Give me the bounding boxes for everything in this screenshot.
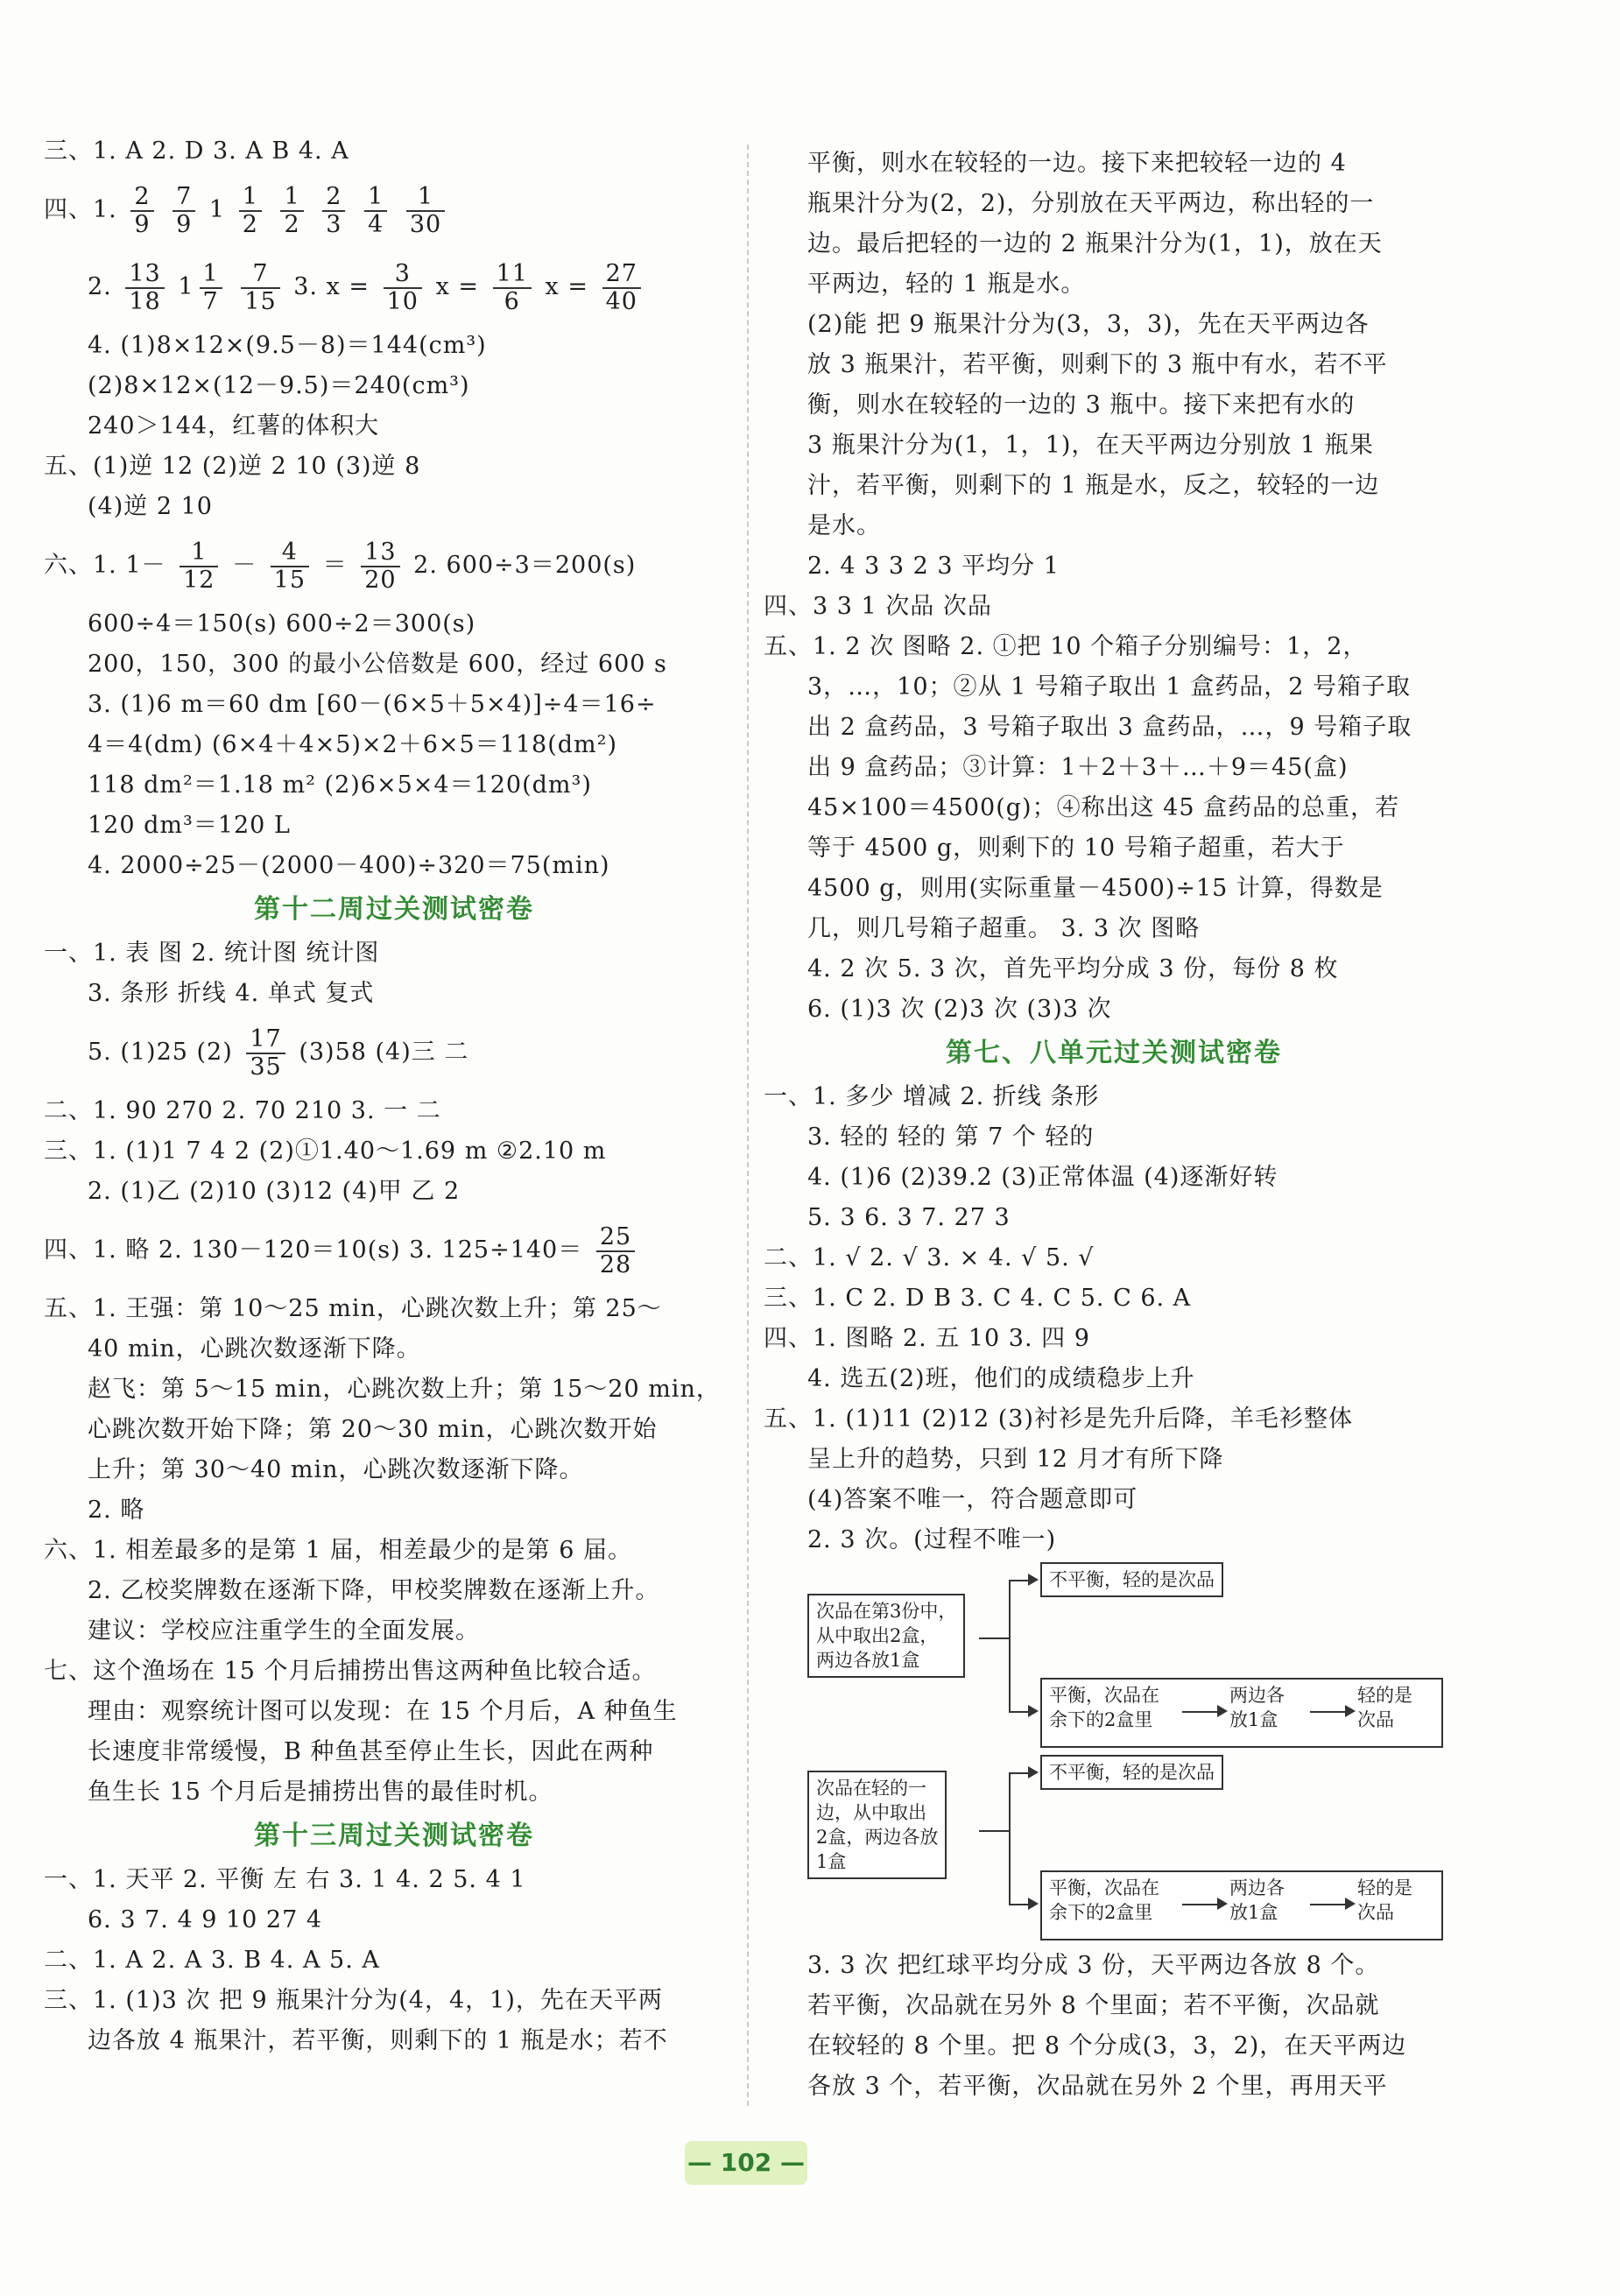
answer-line: 汁，若平衡，则剩下的 1 瓶是水，反之，较轻的一边 [807, 472, 1380, 499]
arrow-icon [1028, 1574, 1039, 1586]
arrow-icon [1217, 1898, 1228, 1910]
answer-line: 二、1. A 2. A 3. B 4. A 5. A [44, 1947, 380, 1974]
answer-line: 2. 略 [88, 1497, 145, 1524]
answer-line: 40 min，心跳次数逐渐下降。 [88, 1335, 421, 1363]
answer-line: 6. (1)3 次 (2)3 次 (3)3 次 [807, 996, 1112, 1023]
fraction: $\frac{1}{2}$ [280, 184, 303, 238]
answer-line: 平两边，轻的 1 瓶是水。 [807, 271, 1086, 298]
answer-line: (2)能 把 9 瓶果汁分为(3，3，3)，先在天平两边各 [807, 311, 1370, 338]
column-divider [747, 144, 749, 2106]
arrow-icon [1028, 1766, 1039, 1778]
answer-line: 长速度非常缓慢，B 种鱼甚至停止生长，因此在两种 [88, 1738, 654, 1765]
answer-line: (2)8×12×(12－9.5)＝240(cm³) [88, 372, 470, 399]
answer-line: 四、3 3 1 次品 次品 [764, 593, 992, 620]
answer-line: 200，150，300 的最小公倍数是 600，经过 600 s [88, 651, 667, 678]
connector [1009, 1580, 1030, 1581]
fraction-line: 六、1. 1－ $\frac{1}{12}$ － $\frac{4}{15}$ ＝ $\frac{13}{20}$ 2. 600÷3＝200(s) [44, 538, 637, 594]
answer-line: 三、1. (1)3 次 把 9 瓶果汁分为(4，4，1)，先在天平两 [44, 1987, 663, 2014]
fraction: $\frac{13}{20}$ [361, 539, 399, 594]
answer-line: 4. (1)8×12×(9.5－8)＝144(cm³) [88, 332, 487, 359]
answer-line: 心跳次数开始下降；第 20～30 min，心跳次数开始 [88, 1416, 658, 1443]
flow-start-box: 次品在第3份中， 从中取出2盒， 两边各放1盒 [807, 1594, 965, 1678]
fraction: $\frac{7}{15}$ [241, 261, 279, 315]
answer-line: 平衡，则水在较轻的一边。接下来把较轻一边的 4 [807, 150, 1347, 177]
connector [1009, 1580, 1011, 1711]
fraction: $\frac{1}{30}$ [406, 184, 445, 238]
connector [1310, 1904, 1349, 1905]
arrow-icon [1345, 1705, 1356, 1717]
flow-start-box: 次品在轻的一 边，从中取出 2盒，两边各放 1盒 [807, 1771, 947, 1879]
answer-line: 2. (1)乙 (2)10 (3)12 (4)甲 乙 2 [88, 1178, 461, 1205]
arrow-icon [1345, 1898, 1356, 1910]
answer-line: 各放 3 个，若平衡，次品就在另外 2 个里，再用天平 [807, 2073, 1388, 2100]
answer-line: 45×100＝4500(g)；④称出这 45 盒药品的总重，若 [807, 794, 1400, 821]
answer-line: 六、1. 相差最多的是第 1 届，相差最少的是第 6 届。 [44, 1537, 633, 1564]
answer-line: 理由：观察统计图可以发现：在 15 个月后，A 种鱼生 [88, 1698, 678, 1725]
flow-mid-box: 平衡，次品在 余下的2盒里 两边各 放1盒 轻的是 次品 [1040, 1870, 1443, 1940]
answer-line: 七、这个渔场在 15 个月后捕捞出售这两种鱼比较合适。 [44, 1658, 657, 1685]
answer-line: 4500 g，则用(实际重量－4500)÷15 计算，得数是 [807, 875, 1384, 902]
answer-line: 二、1. √ 2. √ 3. × 4. √ 5. √ [764, 1244, 1095, 1271]
answer-line: 五、1. 2 次 图略 2. ①把 10 个箱子分别编号：1，2， [764, 633, 1368, 660]
connector [1009, 1711, 1030, 1713]
fraction: $\frac{1}{4}$ [364, 184, 387, 238]
fraction-line: 四、1. 略 2. 130－120＝10(s) 3. 125÷140＝ $\frac{25}{28}$ [44, 1212, 744, 1289]
answer-line: 放 3 瓶果汁，若平衡，则剩下的 3 瓶中有水，若不平 [807, 351, 1388, 378]
answer-line: 出 2 盒药品，3 号箱子取出 3 盒药品，…，9 号箱子取 [807, 714, 1412, 741]
answer-line: 3，…，10；②从 1 号箱子取出 1 盒药品，2 号箱子取 [807, 673, 1411, 701]
section-title: 第七、八单元过关测试密卷 [946, 1038, 1282, 1068]
answer-line: 240＞144，红薯的体积大 [88, 412, 380, 440]
fraction: $\frac{2}{3}$ [322, 184, 345, 238]
flowchart-1 [764, 1560, 1464, 1753]
answer-line: 衡，则水在较轻的一边的 3 瓶中。接下来把有水的 [807, 391, 1356, 419]
flowchart-2 [764, 1753, 1464, 1946]
answer-line: 五、1. 王强：第 10～25 min，心跳次数上升；第 25～ [44, 1295, 662, 1322]
right-column [764, 144, 1464, 2107]
answer-line: 600÷4＝150(s) 600÷2＝300(s) [88, 610, 476, 637]
answer-line: 呈上升的趋势，只到 12 月才有所下降 [807, 1446, 1224, 1473]
answer-line: 边。最后把轻的一边的 2 瓶果汁分为(1，1)，放在天 [807, 230, 1383, 257]
connector [979, 1637, 1009, 1639]
answer-line: 2. 4 3 3 2 3 平均分 1 [807, 553, 1060, 580]
answer-line: 120 dm³＝120 L [88, 812, 291, 839]
connector [1009, 1904, 1030, 1905]
fraction: $\frac{27}{40}$ [602, 261, 641, 315]
fraction-line: 5. (1)25 (2) $\frac{17}{35}$ (3)58 (4)三 二 [88, 1025, 469, 1081]
answer-line: 二、1. 90 270 2. 70 210 3. 一 二 [44, 1097, 441, 1124]
fraction: $\frac{17}{35}$ [246, 1026, 285, 1081]
answer-line: 赵飞：第 5～15 min，心跳次数上升；第 15～20 min， [88, 1376, 721, 1403]
fraction: $\frac{2}{9}$ [130, 184, 153, 238]
fraction: $\frac{25}{28}$ [596, 1224, 635, 1278]
answer-line: 4＝4(dm) (6×4＋4×5)×2＋6×5＝118(dm²) [88, 731, 618, 758]
answer-line: 边各放 4 瓶果汁，若平衡，则剩下的 1 瓶是水；若不 [88, 2027, 668, 2054]
answer-line: 在较轻的 8 个里。把 8 个分成(3，3，2)，在天平两边 [807, 2032, 1407, 2060]
connector [1009, 1772, 1011, 1904]
answer-line: 是水。 [807, 512, 881, 539]
connector [1310, 1711, 1349, 1713]
fraction: $\frac{1}{12}$ [180, 539, 218, 594]
answer-line: 4. 选五(2)班，他们的成绩稳步上升 [807, 1365, 1195, 1392]
answer-line: 四、1. 图略 2. 五 10 3. 四 9 [764, 1325, 1090, 1352]
answer-line: 3 瓶果汁分为(1，1，1)，在天平两边分别放 1 瓶果 [807, 432, 1374, 459]
answer-line: 2. 3 次。(过程不唯一) [807, 1526, 1057, 1553]
answer-line: 五、1. (1)11 (2)12 (3)衬衫是先升后降，羊毛衫整体 [764, 1405, 1353, 1433]
arrow-icon [1028, 1898, 1039, 1910]
answer-line: 4. 2000÷25－(2000－400)÷320＝75(min) [88, 852, 610, 879]
answer-line: 3. (1)6 m＝60 dm [60－(6×5＋5×4)]÷4＝16÷ [88, 691, 657, 718]
connector [1182, 1904, 1221, 1905]
answer-line: 三、1. (1)1 7 4 2 (2)①1.40～1.69 m ②2.10 m [44, 1137, 607, 1165]
answer-line: (4)答案不唯一，符合题意即可 [807, 1486, 1138, 1513]
answer-line: 上升；第 30～40 min，心跳次数逐渐下降。 [88, 1456, 584, 1483]
flow-top-box: 不平衡，轻的是次品 [1040, 1562, 1223, 1597]
answer-line: 一、1. 天平 2. 平衡 左 右 3. 1 4. 2 5. 4 1 [44, 1866, 526, 1893]
fraction: $\frac{1}{7}$ [200, 261, 222, 315]
fraction: $\frac{4}{15}$ [271, 539, 309, 594]
page-number: — 102 — [685, 2141, 807, 2185]
answer-line: 4. (1)6 (2)39.2 (3)正常体温 (4)逐渐好转 [807, 1164, 1278, 1191]
flow-top-box: 不平衡，轻的是次品 [1040, 1755, 1223, 1790]
fraction: $\frac{13}{18}$ [125, 261, 164, 315]
connector [979, 1830, 1009, 1832]
answer-line: 3. 轻的 轻的 第 7 个 轻的 [807, 1123, 1095, 1151]
fraction-line: 四、1. $\frac{2}{9}$ $\frac{7}{9}$ 1 $\frac{1}{2}$ $\frac{1}{2}$ $\frac{2}{3}$ $\frac{1}{4}$ $\frac{1}{30}$ [44, 172, 744, 249]
answer-line: 一、1. 多少 增减 2. 折线 条形 [764, 1083, 1100, 1110]
answer-line: 4. 2 次 5. 3 次，首先平均分成 3 份，每份 8 枚 [807, 955, 1339, 982]
page-footer [0, 2141, 1620, 2194]
left-column [44, 131, 744, 2061]
answer-line: 三、1. C 2. D B 3. C 4. C 5. C 6. A [764, 1285, 1192, 1312]
answer-line: 6. 3 7. 4 9 10 27 4 [88, 1906, 323, 1933]
connector [1009, 1772, 1030, 1774]
answer-line: 三、1. A 2. D 3. A B 4. A [44, 137, 349, 165]
arrow-icon [1028, 1705, 1039, 1717]
answer-line: 118 dm²＝1.18 m² (2)6×5×4＝120(dm³) [88, 771, 592, 799]
fraction-line: 2. $\frac{13}{18}$ 1 $\frac{1}{7}$ $\frac{7}{15}$ 3. x = $\frac{3}{10}$ x = $\frac{11}{6}$ x = $\frac{27}{40}$ [44, 249, 744, 326]
answer-line: 3. 条形 折线 4. 单式 复式 [88, 980, 375, 1007]
section-title: 第十二周过关测试密卷 [254, 894, 534, 925]
answer-line: 3. 3 次 把红球平均分成 3 份，天平两边各放 8 个。 [807, 1952, 1380, 1979]
connector [1182, 1711, 1221, 1713]
answer-line: (4)逆 2 10 [88, 493, 213, 520]
answer-line: 5. 3 6. 3 7. 27 3 [807, 1204, 1011, 1231]
answer-line: 建议：学校应注重学生的全面发展。 [88, 1617, 480, 1645]
fraction: $\frac{1}{2}$ [239, 184, 262, 238]
answer-line: 瓶果汁分为(2，2)，分别放在天平两边，称出轻的一 [807, 190, 1375, 217]
answer-line: 一、1. 表 图 2. 统计图 统计图 [44, 940, 380, 967]
arrow-icon [1217, 1705, 1228, 1717]
answer-line: 几，则几号箱子超重。 3. 3 次 图略 [807, 915, 1201, 942]
section-title: 第十三周过关测试密卷 [254, 1821, 534, 1851]
answer-line: 鱼生长 15 个月后是捕捞出售的最佳时机。 [88, 1778, 553, 1806]
flow-mid-box: 平衡，次品在 余下的2盒里 两边各 放1盒 轻的是 次品 [1040, 1678, 1443, 1748]
answer-line: 等于 4500 g，则剩下的 10 号箱子超重，若大于 [807, 835, 1345, 862]
fraction: $\frac{11}{6}$ [493, 261, 532, 315]
answer-line: 五、(1)逆 12 (2)逆 2 10 (3)逆 8 [44, 453, 421, 480]
answer-line: 出 9 盒药品；③计算：1＋2＋3＋…＋9＝45(盒) [807, 754, 1349, 781]
fraction: $\frac{7}{9}$ [173, 184, 195, 238]
fraction: $\frac{3}{10}$ [384, 261, 422, 315]
answer-line: 2. 乙校奖牌数在逐渐下降，甲校奖牌数在逐渐上升。 [88, 1577, 660, 1604]
answer-line: 若平衡，次品就在另外 8 个里面；若不平衡，次品就 [807, 1992, 1380, 2019]
